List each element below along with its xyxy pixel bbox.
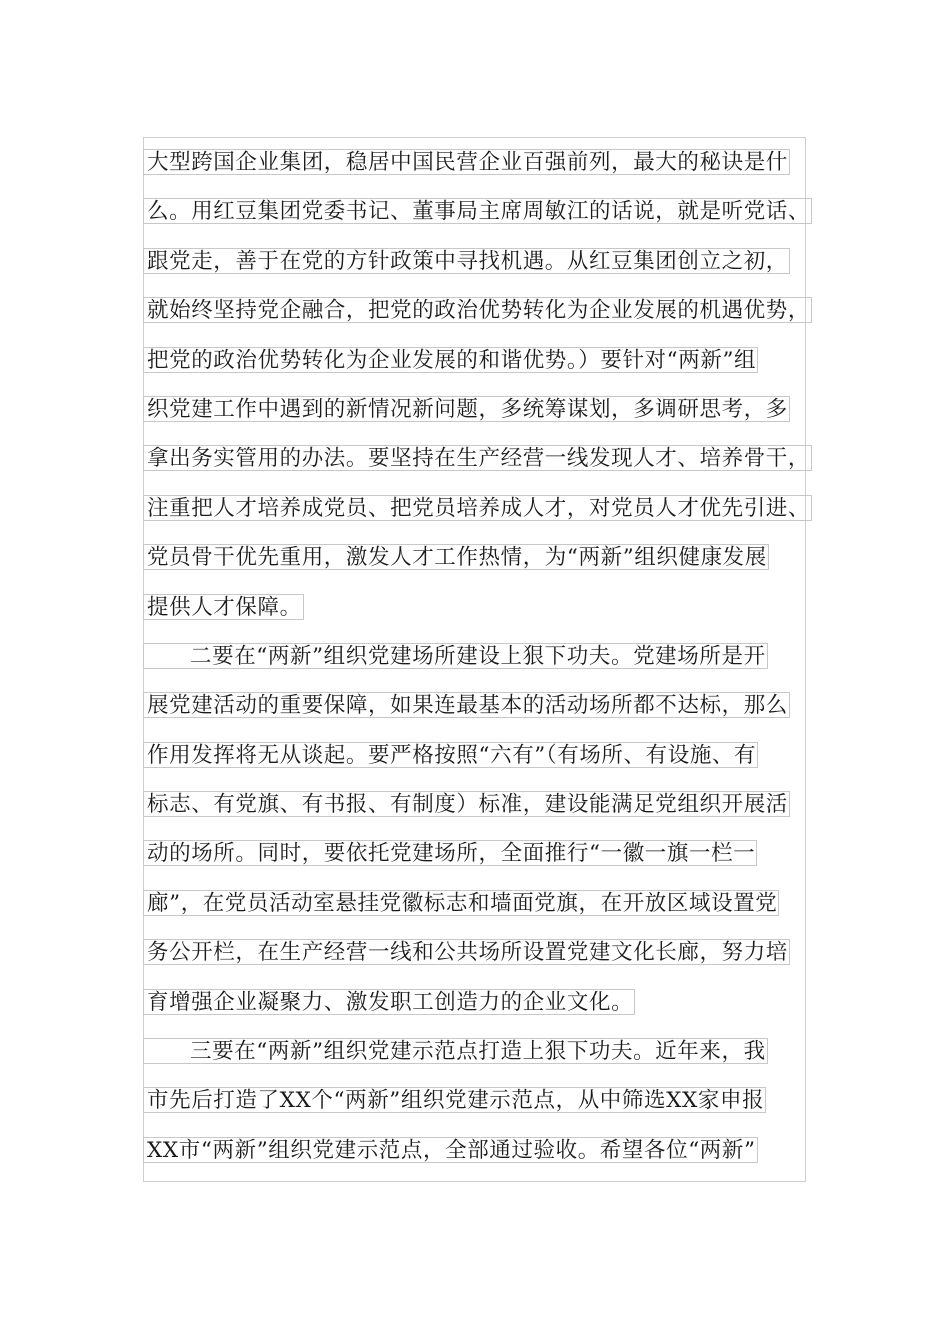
text-line [143,792,823,817]
text-line-content: 二要在“两新”组织党建场所建设上狠下功夫。党建场所是开 [190,643,766,669]
text-line [143,150,823,175]
text-line [143,446,823,471]
text-line [143,348,823,373]
text-line-content: 作用发挥将无从谈起。要严格按照“六有”（有场所、有设施、有 [147,742,757,768]
text-line-content: 廊”，在党员活动室悬挂党徽标志和墙面党旗，在开放区域设置党 [147,890,778,916]
paragraph-start-line [143,1039,823,1064]
text-line [143,940,823,965]
text-line [143,743,823,768]
text-line-content: 跟党走，善于在党的方针政策中寻找机遇。从红豆集团创立之初， [147,248,788,274]
text-line-content: 三要在“两新”组织党建示范点打造上狠下功夫。近年来，我 [190,1039,766,1065]
paragraph-start-line [143,644,823,669]
text-line [143,298,823,323]
text-line-content: 标志、有党旗、有书报、有制度）标准，建设能满足党组织开展活 [147,792,788,818]
text-line-content: 动的场所。同时，要依托党建场所，全面推行“一徽一旗一栏一 [147,841,756,867]
text-line-content: 么。用红豆集团党委书记、董事局主席周敏江的话说，就是听党话、 [147,199,811,225]
text-line [143,841,823,866]
text-line [143,397,823,422]
text-line [143,595,823,620]
text-line [143,1088,823,1113]
text-line-content: 大型跨国企业集团，稳居中国民营企业百强前列，最大的秘诀是什 [147,150,788,175]
text-line [143,199,823,224]
text-line-content: XX市“两新”组织党建示范点，全部通过验收。希望各位“两新” [147,1137,756,1163]
text-line-content: 务公开栏，在生产经营一线和公共场所设置党建文化长廊，努力培 [147,940,788,966]
text-line [143,891,823,916]
text-line [143,693,823,718]
text-line-content: 育增强企业凝聚力、激发职工创造力的企业文化。 [147,989,634,1015]
text-line-content: 拿出务实管用的办法。要坚持在生产经营一线发现人才、培养骨干， [147,446,811,472]
text-line-content: 注重把人才培养成党员、把党员培养成人才，对党员人才优先引进、 [147,495,811,521]
text-line-content: 市先后打造了XX个“两新”组织党建示范点，从中筛选XX家申报 [147,1088,765,1114]
text-line-content: 织党建工作中遇到的新情况新问题，多统筹谋划，多调研思考，多 [147,396,788,422]
text-line [143,990,823,1015]
text-line [143,1138,823,1163]
text-line [143,496,823,521]
text-line-content: 把党的政治优势转化为企业发展的和谐优势。）要针对“两新”组 [147,347,757,373]
text-line-content: 提供人才保障。 [147,594,302,620]
text-line [143,545,823,570]
text-line-content: 展党建活动的重要保障，如果连最基本的活动场所都不达标，那么 [147,693,788,719]
text-line-content: 就始终坚持党企融合，把党的政治优势转化为企业发展的机遇优势， [147,298,811,324]
text-line [143,249,823,274]
text-line-content: 党员骨干优先重用，激发人才工作热情，为“两新”组织健康发展 [147,545,767,571]
document-body [143,150,823,1187]
